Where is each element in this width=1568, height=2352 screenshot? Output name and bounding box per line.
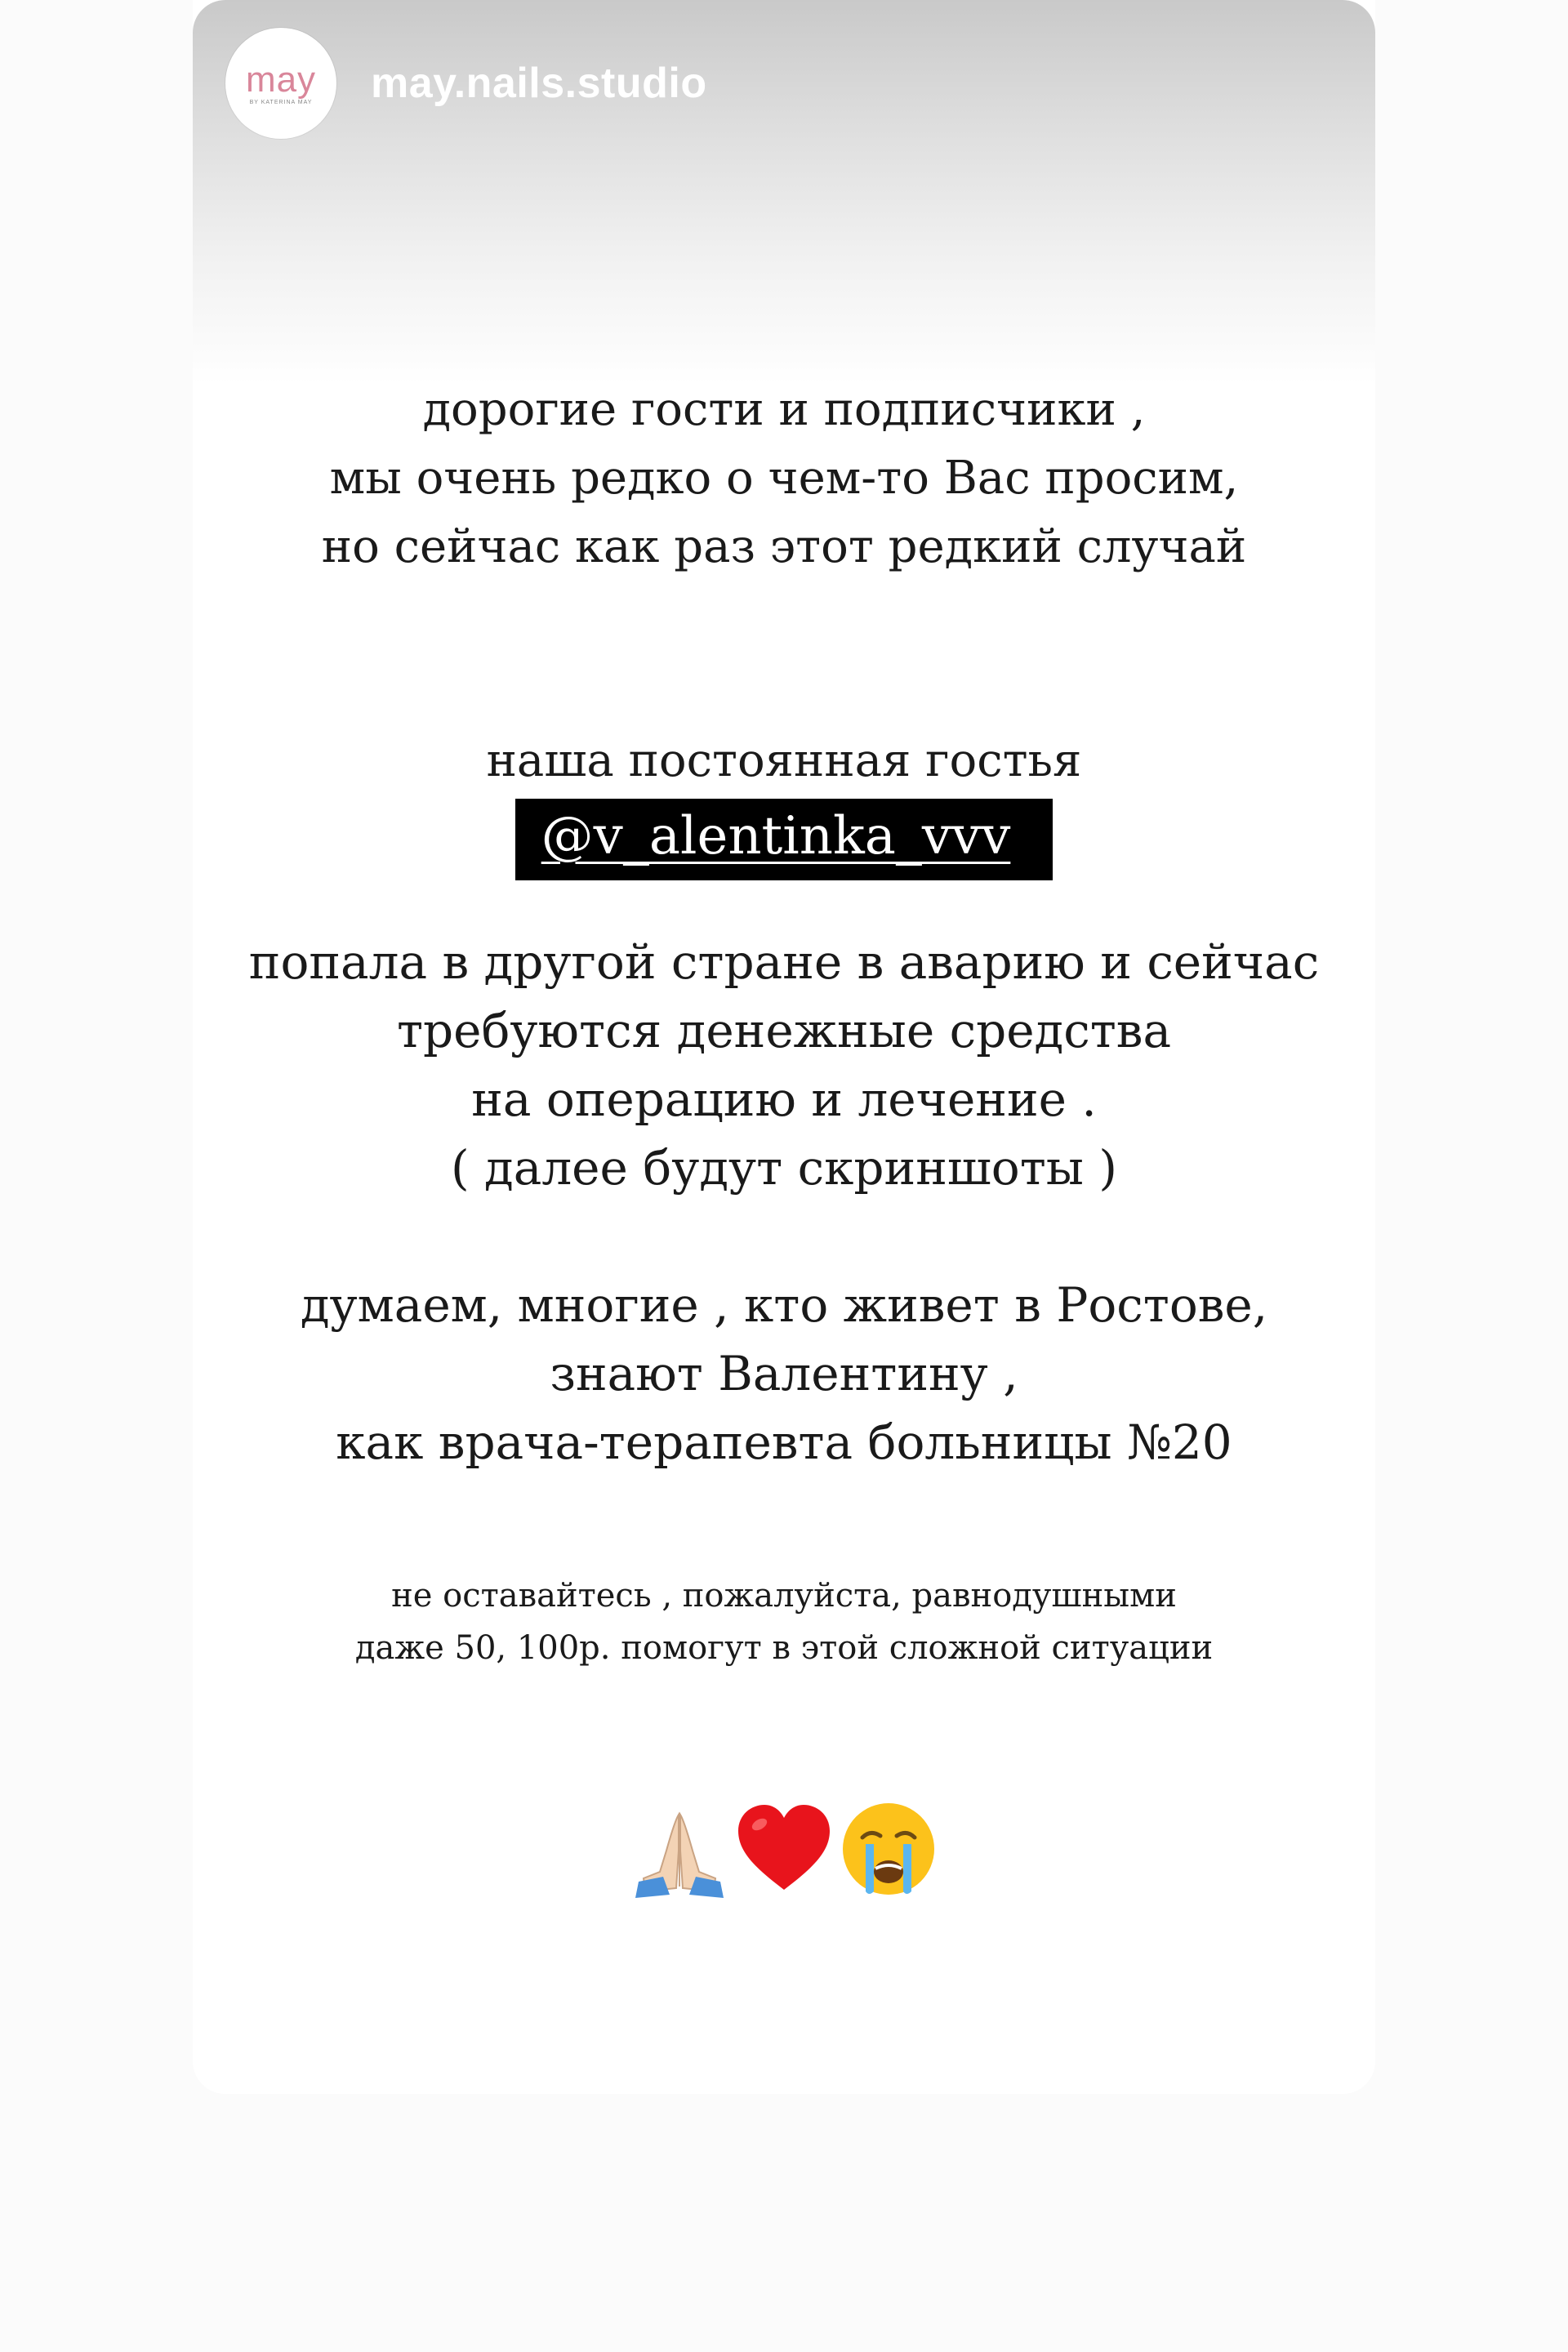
- text-line: не оставайтесь , пожалуйста, равнодушными: [391, 1577, 1177, 1615]
- mention-sticker[interactable]: @v_alentinka_vvv: [515, 799, 1054, 880]
- text-line: ( далее будут скриншоты ): [450, 1140, 1118, 1196]
- text-line: на операцию и лечение .: [471, 1071, 1097, 1127]
- text-line: как врача-терапевта больницы №20: [336, 1414, 1232, 1470]
- appeal-text: [193, 1570, 1375, 1674]
- emoji-row: [193, 1797, 1375, 1901]
- mention-wrap: [193, 799, 1375, 880]
- rostov-text: [193, 1271, 1375, 1477]
- guest-text: [193, 727, 1375, 880]
- intro-text: [193, 376, 1375, 581]
- text-line: требуются денежные средства: [396, 1003, 1172, 1058]
- story-card[interactable]: [193, 0, 1375, 2094]
- situation-text: [193, 928, 1375, 1202]
- text-line: знают Валентину ,: [550, 1346, 1018, 1401]
- text-line: думаем, многие , кто живет в Ростове,: [300, 1277, 1268, 1333]
- text-line: попала в другой стране в аварию и сейчас: [248, 934, 1320, 990]
- story-header: [225, 26, 707, 140]
- avatar[interactable]: [225, 28, 336, 139]
- praying-hands-icon: [627, 1797, 732, 1901]
- red-heart-icon: [732, 1797, 836, 1901]
- text-line: наша постоянная гостья: [486, 734, 1082, 787]
- avatar-logo: may: [245, 59, 317, 100]
- text-line: но сейчас как раз этот редкий случай: [321, 520, 1247, 573]
- avatar-subtext: BY KATERINA MAY: [249, 99, 313, 105]
- username[interactable]: may.nails.studio: [371, 60, 707, 107]
- crying-face-icon: [836, 1797, 941, 1901]
- text-line: мы очень редко о чем-то Вас просим,: [329, 452, 1239, 505]
- text-line: дорогие гости и подписчики ,: [422, 383, 1146, 436]
- text-line: даже 50, 100р. помогут в этой сложной ситуации: [354, 1629, 1214, 1667]
